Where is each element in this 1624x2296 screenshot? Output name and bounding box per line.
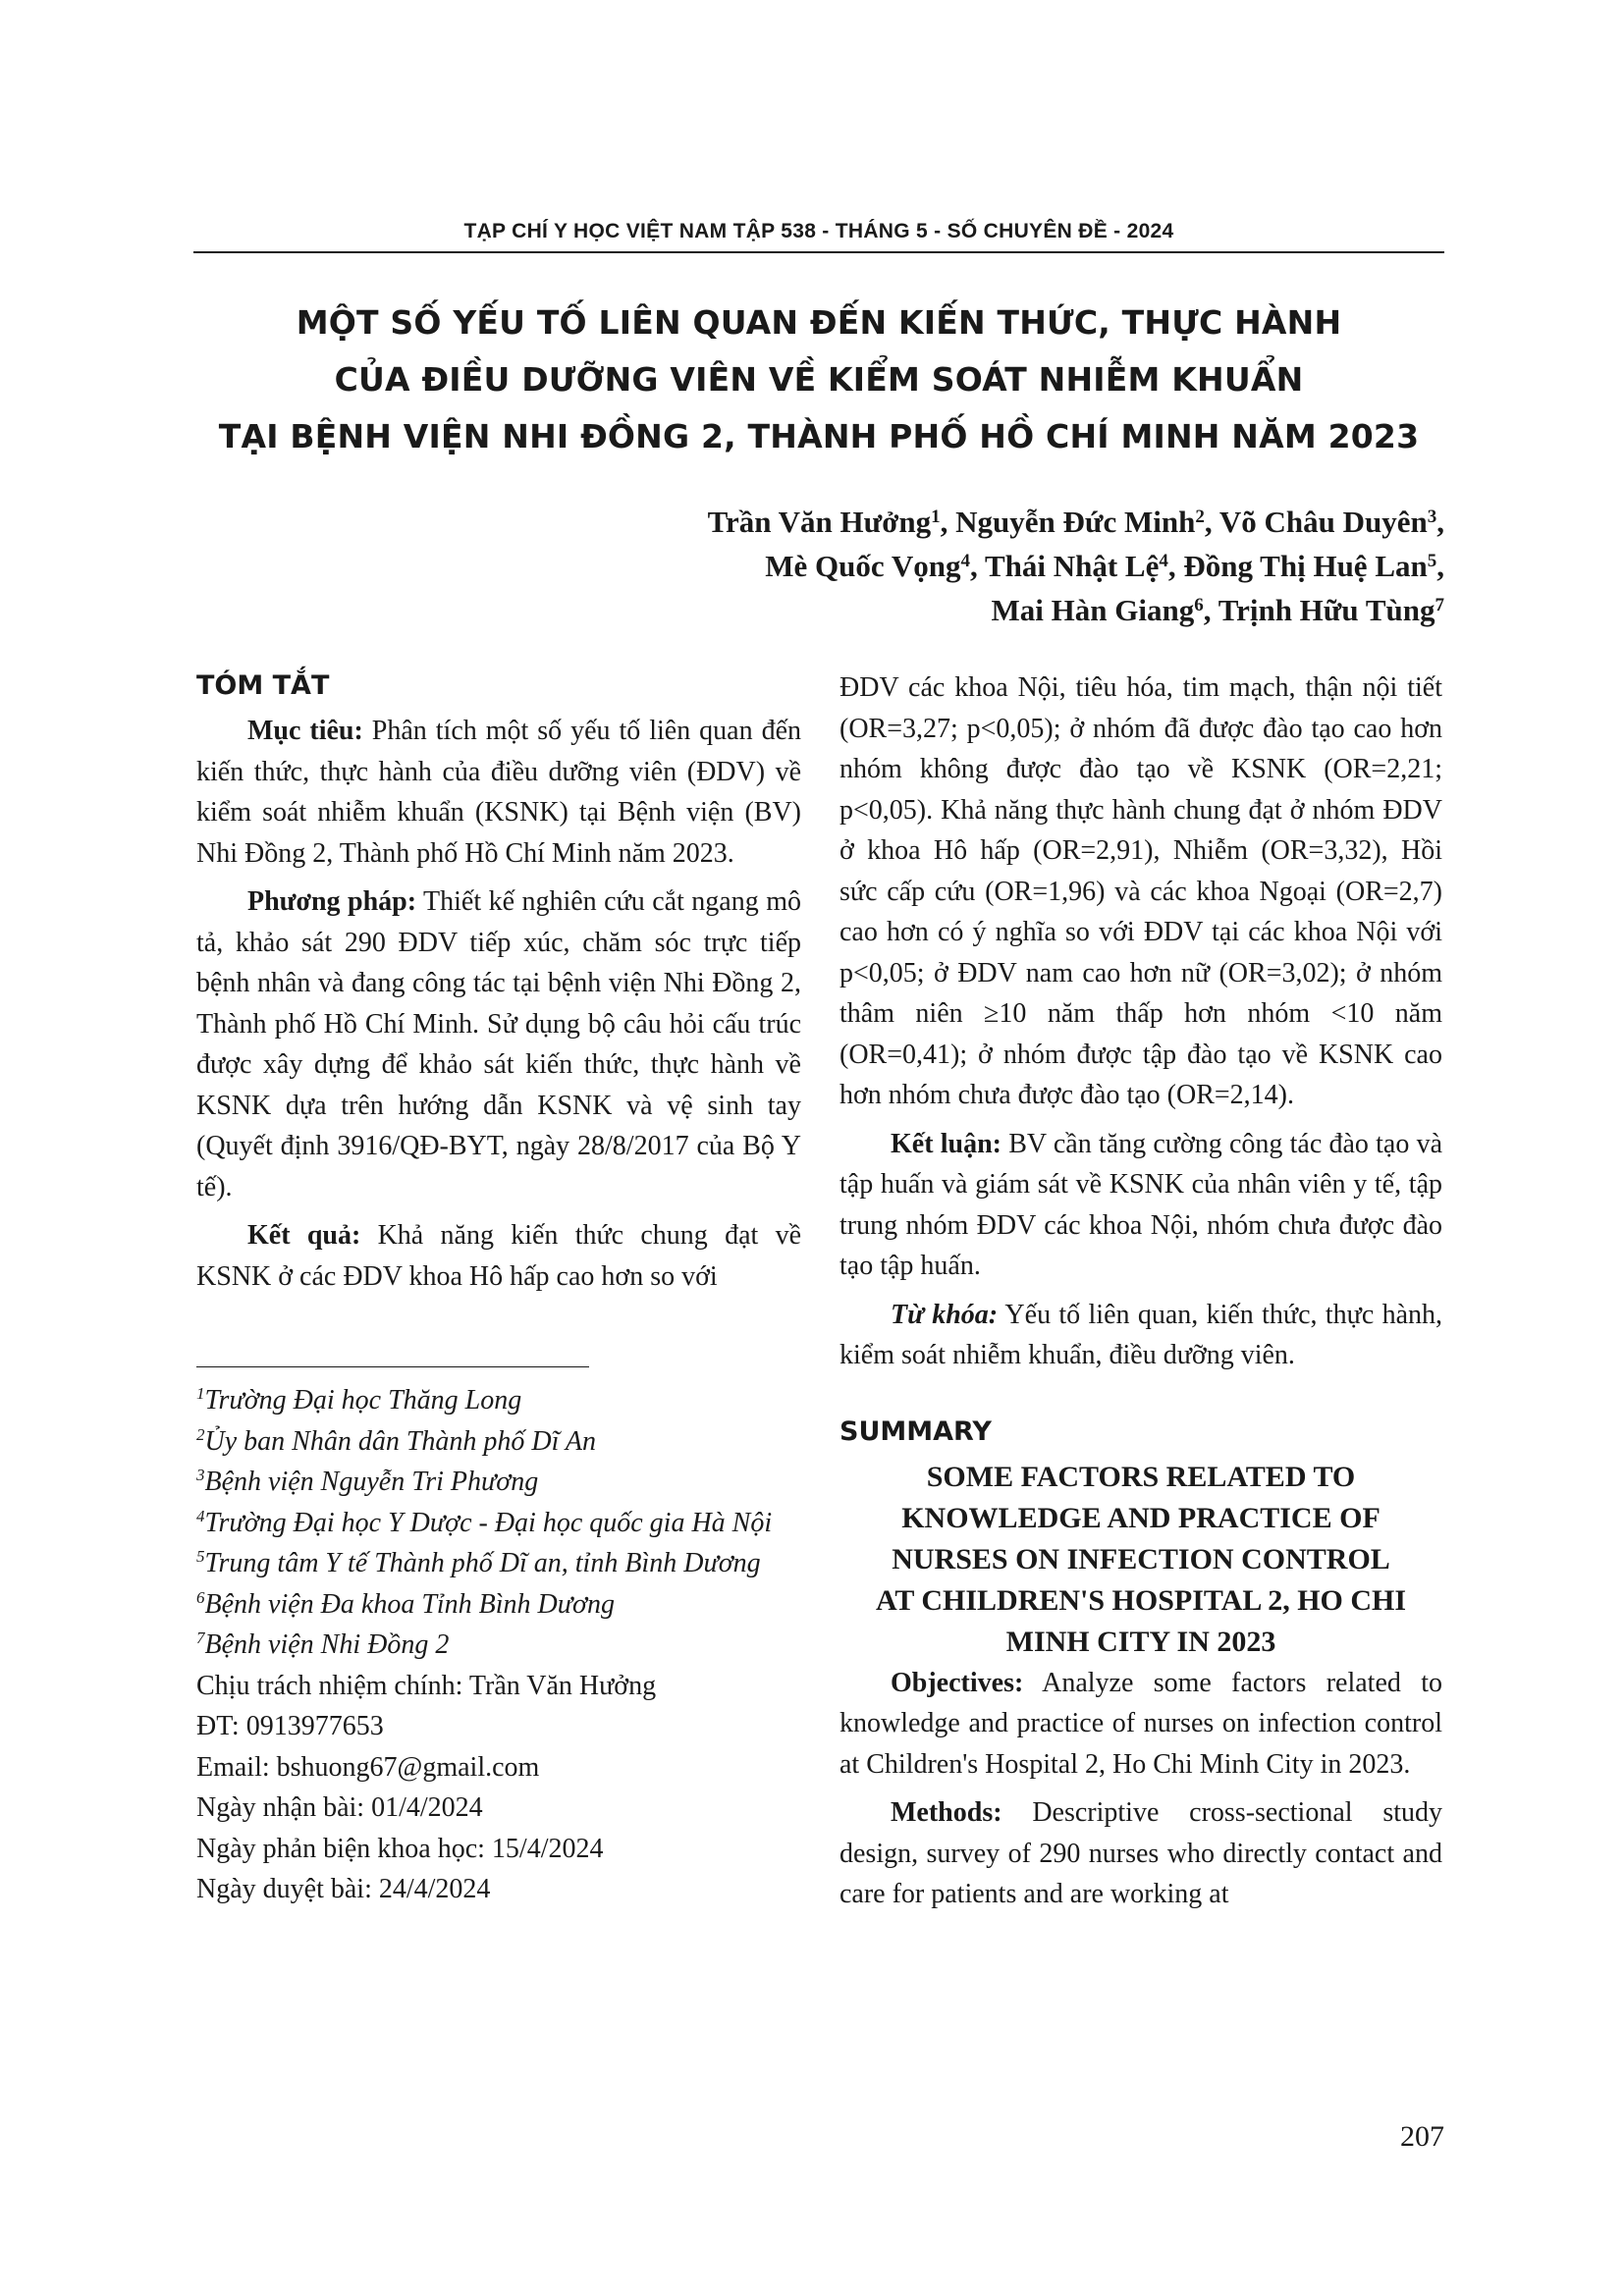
keywords-text: Yếu tố liên quan, kiến thức, thực hành, kiểm soát nhiễm khuẩn, điều dưỡng viên. (839, 1299, 1443, 1370)
methods-paragraph (196, 881, 801, 1207)
objectives-paragraph (839, 1663, 1442, 1786)
page-number: 207 (1400, 2120, 1444, 2153)
results-paragraph-start (196, 1215, 801, 1297)
title-line-1: MỘT SỐ YẾU TỐ LIÊN QUAN ĐẾN KIẾN THỨC, THỰC HÀNH (296, 303, 1342, 342)
author-name: Mai Hàn Giang (991, 593, 1195, 627)
author-line-1 (561, 500, 1444, 544)
date-reviewed: Ngày phản biện khoa học: 15/4/2024 (196, 1833, 604, 1864)
author-name: Mè Quốc Vọng (765, 549, 961, 583)
affiliation-mark: 2 (1195, 507, 1205, 527)
affiliation-1 (196, 1380, 801, 1421)
results-paragraph-continued: ĐDV các khoa Nội, tiêu hóa, tim mạch, thận nội tiết (OR=3,27; p<0,05); ở nhóm đã được đào tạo cao hơn nhóm không được đào tạo về KSNK (OR=2,21; p<0,05). Khả năng thực hành chung đạt ở nhóm ĐDV ở khoa Hô hấp (OR=2,91), Nhiễm (OR=3,32), Hồi sức cấp cứu (OR=1,96) và các khoa Ngoại (OR=2,7) cao hơn có ý nghĩa so với ĐDV tại các khoa Nội với p<0,05; ở ĐDV nam cao hơn nữ (OR=3,02); ở nhóm thâm niên ≥10 năm thấp hơn nhóm <10 năm (OR=0,41); ở nhóm được tập đào tạo về KSNK cao hơn nhóm chưa được đào tạo (OR=2,14). (839, 672, 1442, 1110)
author-separator: , (940, 505, 956, 539)
footnote-text: Trung tâm Y tế Thành phố Dĩ an, tỉnh Bình Dương (204, 1548, 761, 1578)
author-list (561, 500, 1444, 632)
english-title-line: AT CHILDREN'S HOSPITAL 2, HO CHI (875, 1583, 1407, 1617)
article-title (193, 294, 1444, 465)
footnote-marker: 7 (196, 1629, 205, 1647)
footnote-text: Bệnh viện Nhi Đồng 2 (204, 1629, 450, 1660)
keywords-paragraph (839, 1295, 1442, 1376)
footnote-marker: 5 (196, 1547, 205, 1566)
footnote-text: Trường Đại học Thăng Long (204, 1385, 522, 1415)
objective-text: Phân tích một số yếu tố liên quan đến kiến thức, thực hành của điều dưỡng viên (ĐDV) về kiểm soát nhiễm khuẩn (KSNK) tại Bệnh viện (BV) Nhi Đồng 2, Thành phố Hồ Chí Minh năm 2023. (196, 716, 801, 869)
author-name: Trịnh Hữu Tùng (1218, 593, 1435, 627)
english-title-line: MINH CITY IN 2023 (1005, 1625, 1276, 1658)
affiliation-7 (196, 1625, 801, 1666)
affiliation-mark: 1 (931, 507, 941, 527)
author-line-2 (561, 544, 1444, 588)
affiliation-4 (196, 1503, 801, 1544)
contact-email: Email: bshuong67@gmail.com (196, 1751, 540, 1783)
footnote-marker: 3 (196, 1466, 205, 1484)
right-column (839, 667, 1442, 1915)
en-methods-paragraph (839, 1792, 1442, 1915)
methods-text: Thiết kế nghiên cứu cắt ngang mô tả, khảo sát 290 ĐDV tiếp xúc, chăm sóc trực tiếp bệnh nhân và đang công tác tại bệnh viện Nhi Đồng 2, Thành phố Hồ Chí Minh. Sử dụng bộ câu hỏi cấu trúc được xây dựng để khảo sát kiến thức, thực hành về KSNK dựa trên hướng dẫn KSNK và vệ sinh tay (Quyết định 3916/QĐ-BYT, ngày 28/8/2017 của Bộ Y tế). (196, 886, 801, 1202)
author-name: Đồng Thị Huệ Lan (1183, 549, 1428, 583)
english-title (839, 1457, 1442, 1663)
affiliation-3 (196, 1462, 801, 1503)
date-received: Ngày nhận bài: 01/4/2024 (196, 1792, 483, 1823)
author-line-3 (561, 588, 1444, 632)
running-header: TẠP CHÍ Y HỌC VIỆT NAM TẬP 538 - THÁNG 5 - SỐ CHUYÊN ĐỀ - 2024 (463, 220, 1174, 242)
conclusion-paragraph (839, 1124, 1442, 1287)
footnote-text: Ủy ban Nhân dân Thành phố Dĩ An (204, 1425, 596, 1457)
objective-label: Mục tiêu: (247, 716, 363, 746)
left-column (196, 667, 801, 1297)
footnote-marker: 1 (196, 1384, 205, 1403)
english-title-line: SOME FACTORS RELATED TO (926, 1460, 1356, 1493)
footnote-divider (196, 1366, 589, 1367)
abstract-vi-heading: TÓM TẮT (196, 670, 330, 701)
author-name: Trần Văn Hưởng (707, 505, 932, 539)
affiliation-2 (196, 1421, 801, 1463)
footnotes (196, 1380, 801, 1910)
affiliation-5 (196, 1543, 801, 1584)
keywords-label: Từ khóa: (891, 1299, 999, 1330)
author-separator: , (1204, 505, 1219, 539)
footnote-marker: 4 (196, 1506, 205, 1525)
results-label: Kết quả: (247, 1220, 361, 1251)
objectives-text: Analyze some factors related to knowledge and practice of nurses on infection control at Children's Hospital 2, Ho Chi Minh City in 2023. (839, 1667, 1442, 1780)
affiliation-mark: 7 (1435, 595, 1444, 615)
objective-paragraph (196, 711, 801, 874)
objectives-label: Objectives: (891, 1667, 1024, 1698)
affiliation-mark: 4 (1159, 551, 1168, 571)
conclusion-text: BV cần tăng cường công tác đào tạo và tập huấn và giám sát về KSNK của nhân viên y tế, tập trung nhóm ĐDV các khoa Nội, nhóm chưa được đào tạo tập huấn. (839, 1128, 1443, 1281)
author-separator: , (1436, 505, 1444, 539)
affiliation-mark: 6 (1194, 595, 1204, 615)
author-separator: , (1167, 549, 1184, 583)
title-line-2: CỦA ĐIỀU DƯỠNG VIÊN VỀ KIỂM SOÁT NHIỄM KHUẨN (334, 360, 1304, 399)
footnote-marker: 2 (196, 1424, 205, 1444)
affiliation-mark: 5 (1427, 551, 1437, 571)
author-name: Thái Nhật Lệ (984, 549, 1160, 583)
header-divider (193, 251, 1444, 253)
author-separator: , (1436, 549, 1444, 583)
contact-phone: ĐT: 0913977653 (196, 1711, 384, 1741)
summary-heading: SUMMARY (839, 1415, 992, 1447)
title-line-3: TẠI BỆNH VIỆN NHI ĐỒNG 2, THÀNH PHỐ HỒ CHÍ MINH NĂM 2023 (218, 417, 1420, 455)
results-text-start: Khả năng kiến thức chung đạt về KSNK ở các ĐDV khoa Hô hấp cao hơn so với (196, 1220, 802, 1292)
affiliation-mark: 3 (1427, 507, 1437, 527)
date-accepted: Ngày duyệt bài: 24/4/2024 (196, 1874, 491, 1904)
en-methods-label: Methods: (891, 1797, 1002, 1828)
english-title-line: KNOWLEDGE AND PRACTICE OF (901, 1501, 1380, 1534)
corresponding-author: Chịu trách nhiệm chính: Trần Văn Hưởng (196, 1670, 657, 1701)
en-methods-text: Descriptive cross-sectional study design, survey of 290 nurses who directly contact and care for patients and are working at (839, 1797, 1442, 1909)
methods-label: Phương pháp: (247, 886, 417, 917)
footnote-marker: 6 (196, 1587, 205, 1607)
author-name: Võ Châu Duyên (1218, 505, 1428, 539)
author-name: Nguyễn Đức Minh (955, 505, 1196, 539)
author-separator: , (1203, 593, 1218, 627)
footnote-text: Trường Đại học Y Dược - Đại học quốc gia Hà Nội (204, 1507, 773, 1538)
footnote-text: Bệnh viện Đa khoa Tỉnh Bình Dương (204, 1588, 615, 1620)
conclusion-label: Kết luận: (891, 1128, 1002, 1159)
english-title-line: NURSES ON INFECTION CONTROL (892, 1542, 1390, 1575)
affiliation-mark: 4 (960, 551, 970, 571)
author-separator: , (969, 549, 985, 583)
affiliation-6 (196, 1584, 801, 1626)
footnote-text: Bệnh viện Nguyễn Tri Phương (204, 1467, 539, 1497)
